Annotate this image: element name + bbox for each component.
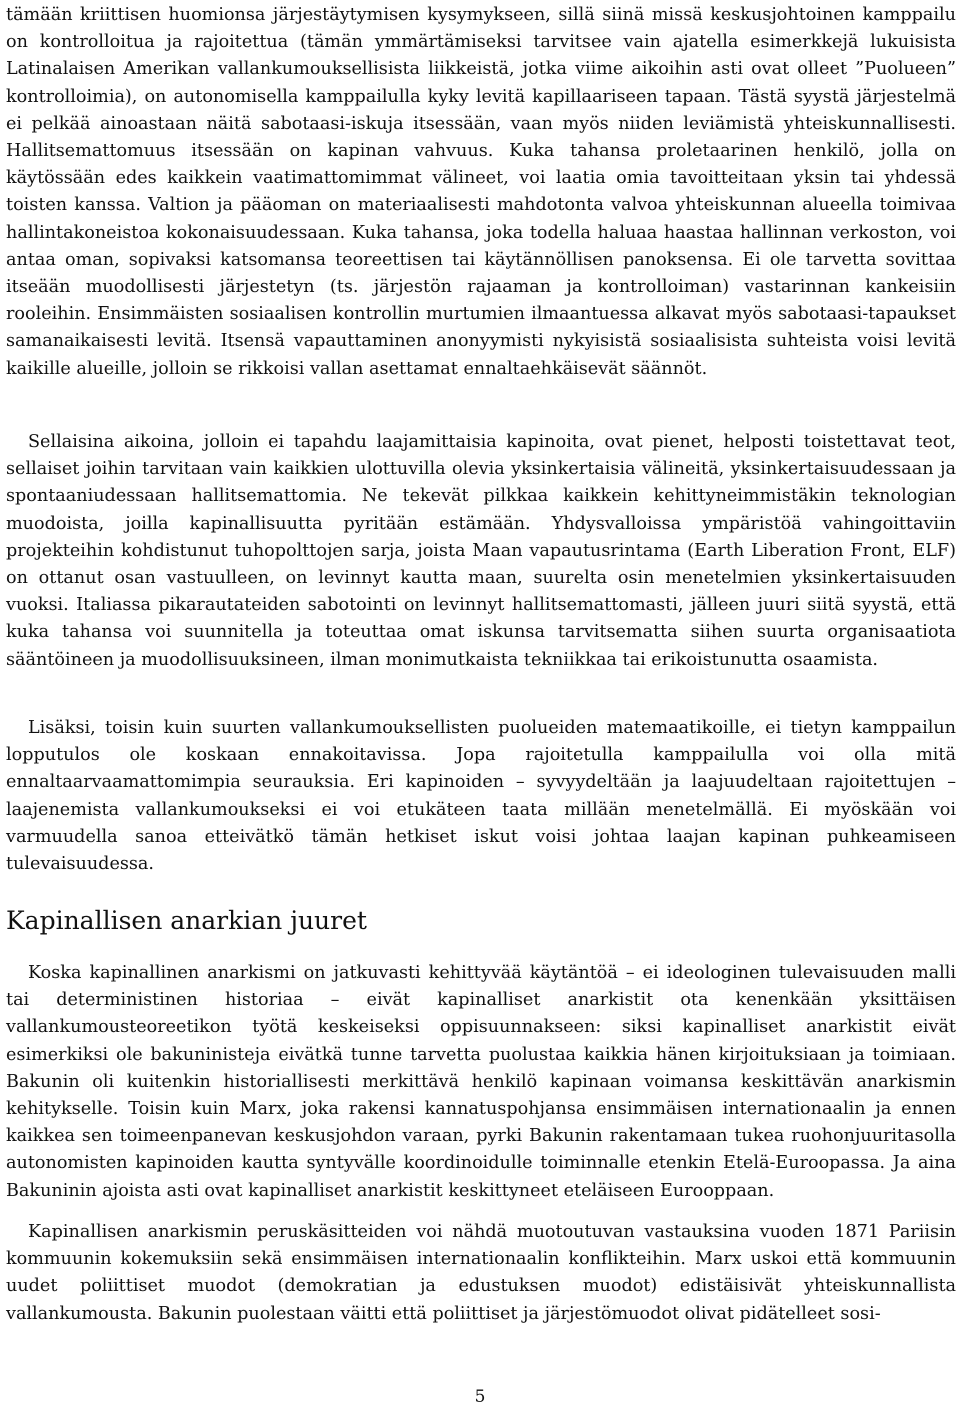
body-text-top-3 bbox=[6, 715, 956, 878]
paragraph: Sellaisina aikoina, jolloin ei tapahdu laajamittaisia kapinoita, ovat pienet, helposti toistettavat teot, sellaiset joihin tarvitaan vain kaikkien ulottuvilla olevia yksinkertaisia välineitä, yksinkertaisuudessaan ja spontaaniudessaan hallitsemattomia. Ne tekevät pilkkaa kaikkein kehittyneimmistäkin teknologian muodoista, joilla kapinallisuutta pyritään estämään. Yhdysvalloissa ympäristöä vahingoittaviin projekteihin kohdistunut tuhopolttojen sarja, joista Maan vapautusrintama (Earth Liberation Front, ELF) on ottanut osan vastuulleen, on levinnyt kautta maan, suurelta osin menetelmien yksinkertaisuuden vuoksi. Italiassa pikarautateiden sabotointi on levinnyt hallitsemattomasti, jälleen juuri siitä syystä, että kuka tahansa voi suunnitella ja toteuttaa omat iskunsa tarvitsematta siihen suurta organisaatiota sääntöineen ja muodollisuuksineen, ilman monimutkaista tekniikkaa tai erikoistunutta osaamista. bbox=[6, 432, 956, 670]
body-text-bottom bbox=[6, 960, 956, 1205]
paragraph: Koska kapinallinen anarkismi on jatkuvasti kehittyvää käytäntöä – ei ideologinen tulevaisuuden malli tai deterministinen historiaa – eivät kapinalliset anarkistit ota kenenkään yksittäisen vallankumousteoreetikon työtä keskeiseksi oppisuunnakseen: siksi kapinalliset anarkistit eivät esimerkiksi ole bakuninisteja eivätkä tunne tarvetta puolustaa kaikkia hänen kirjoituksiaan ja toimiaan. Bakunin oli kuitenkin historiallisesti merkittävä henkilö kapinaan voimansa keskittävän anarkismin kehitykselle. Toisin kuin Marx, joka rakensi kannatuspohjansa ensimmäisen internationaalin ja ennen kaikkea sen toimeenpanevan keskusjohdon varaan, pyrki Bakunin rakentamaan tukea ruohonjuuritasolla autonomisten kapinoiden kautta syntyvälle koordinoidulle toiminnalle etenkin Etelä-Euroopassa. Ja aina Bakuninin ajoista asti ovat kapinalliset anarkistit keskittyneet eteläiseen Eurooppaan. bbox=[6, 963, 956, 1201]
body-text-top bbox=[6, 2, 956, 383]
paragraph: Lisäksi, toisin kuin suurten vallankumouksellisten puolueiden matemaatikoille, ei tietyn kamppailun lopputulos ole koskaan ennakoitavissa. Jopa rajoitetulla kamppailulla voi olla mitä ennaltaarvaamattomimpia seurauksia. Eri kapinoiden – syvyydeltään ja laajuudeltaan rajoitettujen – laajenemista vallankumoukseksi ei voi etukäteen taata millään menetelmällä. Ei myöskään voi varmuudella sanoa etteivätkö tämän hetkiset iskut voisi johtaa laajan kapinan puhkeamiseen tulevaisuudessa. bbox=[6, 718, 956, 875]
paragraph: tämään kriittisen huomionsa järjestäytymisen kysymykseen, sillä siinä missä keskusjohtoinen kamppailu on kontrolloitua ja rajoitettua (tämän ymmärtämiseksi tarvitsee vain ajatella esimerkkejä lukuisista Latinalaisen Amerikan vallankumouksellisista liikkeistä, jotka viime aikoihin asti ovat olleet ”Puolueen” kontrolloimia), on autonomisella kamppailulla kyky levitä kapillaariseen tapaan. Tästä syystä järjestelmä ei pelkää ainoastaan näitä sabotaasi-iskuja itsessään, vaan myös niiden leviämistä yhteiskunnallisesti. Hallitsemattomuus itsessään on kapinan vahvuus. Kuka tahansa proletaarinen henkilö, jolla on käytössään edes kaikkein vaatimattomimmat välineet, voi laatia omia tavoitteitaan yksin tai yhdessä toisten kanssa. Valtion ja pääoman on materiaalisesti mahdotonta valvoa yhteiskunnan alueella toimivaa hallintakoneistoa kokonaisuudessaan. Kuka tahansa, joka todella haluaa haastaa hallinnan verkoston, voi antaa oman, sopivaksi katsomansa teoreettisen tai käytännöllisen panoksensa. Ei ole tarvetta sovittaa itseään muodollisesti järjestetyn (ts. järjestön rajaaman ja kontrolloiman) vastarinnan kankeisiin rooleihin. Ensimmäisten sosiaalisen kontrollin murtumien ilmaantuessa alkavat myös sabotaasi-tapaukset samanaikaisesti levitä. Itsensä vapauttaminen anonyymisti nykyisistä sosiaalisista suhteista voisi levitä kaikille alueille, jolloin se rikkoisi vallan asettamat ennaltaehkäisevät säännöt. bbox=[6, 5, 956, 379]
paragraph: Kapinallisen anarkismin peruskäsitteiden voi nähdä muotoutuvan vastauksina vuoden 1871 Pariisin kommuunin kokemuksiin sekä ensimmäisen internationaalin konflikteihin. Marx uskoi että kommuunin uudet poliittiset muodot (demokratian ja edustuksen muodot) edistäisivät yhteiskunnallista vallankumousta. Bakunin puolestaan väitti että poliittiset ja järjestömuodot olivat pidätelleet sosi- bbox=[6, 1222, 956, 1324]
body-text-bottom-2 bbox=[6, 1219, 956, 1328]
page-number: 5 bbox=[474, 1387, 486, 1407]
body-text-top-2 bbox=[6, 429, 956, 674]
section-heading: Kapinallisen anarkian juuret bbox=[6, 906, 367, 935]
